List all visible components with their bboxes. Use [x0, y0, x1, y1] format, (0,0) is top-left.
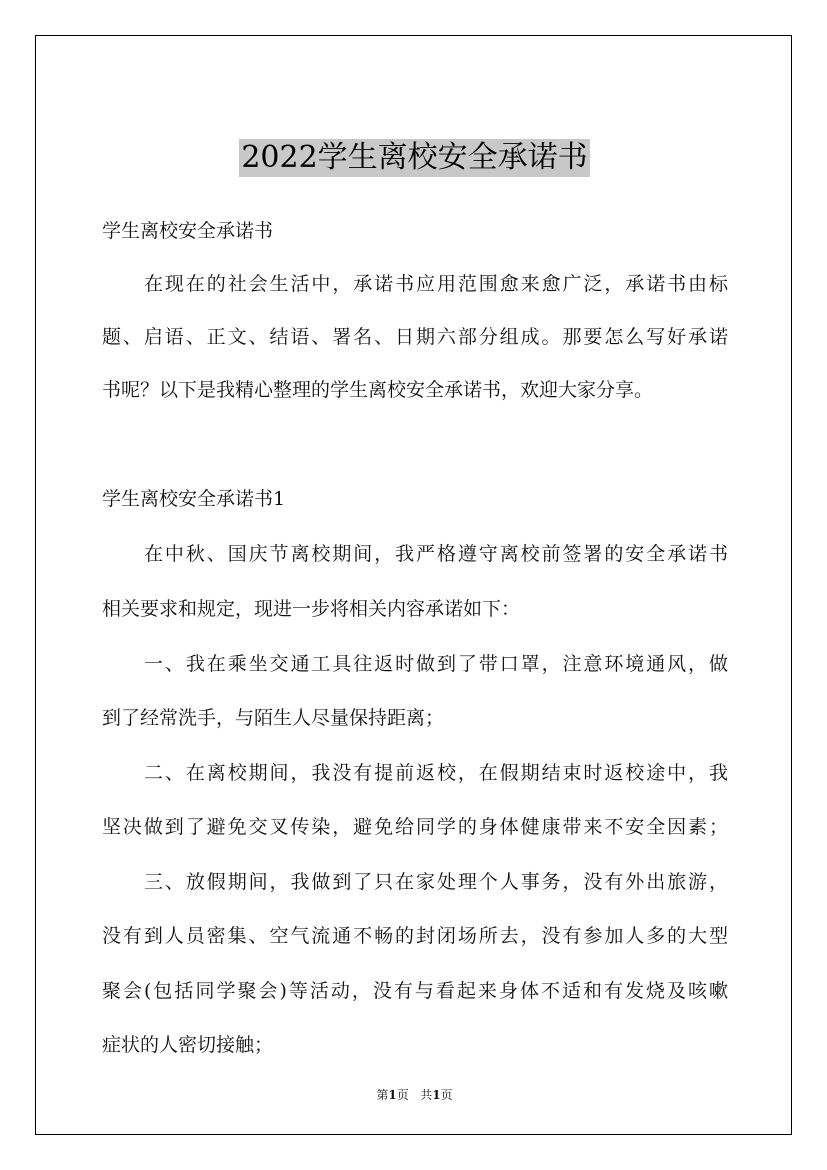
- paragraph-line: 到了经常洗手，与陌生人尽量保持距离；: [102, 707, 445, 729]
- footer-page-label: 第: [376, 1088, 389, 1102]
- paragraph-line: 症状的人密切接触；: [102, 1034, 274, 1056]
- footer-total-label: 共: [420, 1088, 433, 1102]
- footer-total-pages: 1: [432, 1088, 441, 1102]
- paragraph-line: 在现在的社会生活中，承诺书应用范围愈来愈广泛，承诺书由标: [144, 273, 728, 295]
- paragraph-line: 题、启语、正文、结语、署名、日期六部分组成。那要怎么写好承诺: [102, 326, 728, 348]
- paragraph-line: 聚会(包括同学聚会)等活动，没有与看起来身体不适和有发烧及咳嗽: [102, 980, 728, 1002]
- title-wrap: [36, 139, 793, 177]
- footer-total-suffix: 页: [440, 1088, 453, 1102]
- paragraph-line: 在中秋、国庆节离校期间，我严格遵守离校前签署的安全承诺书: [144, 543, 728, 565]
- section-heading-intro: 学生离校安全承诺书: [102, 220, 274, 242]
- footer-page-number: 1: [388, 1088, 397, 1102]
- document-title: 2022学生离校安全承诺书: [241, 140, 588, 175]
- document-page: [35, 35, 792, 1135]
- paragraph-line: 相关要求和规定，现进一步将相关内容承诺如下：: [102, 598, 521, 620]
- page-footer: [36, 1086, 793, 1103]
- paragraph-line: 坚决做到了避免交叉传染，避免给同学的身体健康带来不安全因素；: [102, 816, 728, 838]
- paragraph-line: 书呢？以下是我精心整理的学生离校安全承诺书，欢迎大家分享。: [102, 379, 654, 401]
- section-heading-1: 学生离校安全承诺书1: [102, 488, 286, 510]
- paragraph-line: 三、放假期间，我做到了只在家处理个人事务，没有外出旅游，: [144, 871, 728, 893]
- paragraph-line: 没有到人员密集、空气流通不畅的封闭场所去，没有参加人多的大型: [102, 925, 728, 947]
- footer-page-suffix: 页: [396, 1088, 409, 1102]
- paragraph-line: 二、在离校期间，我没有提前返校，在假期结束时返校途中，我: [144, 762, 728, 784]
- paragraph-line: 一、我在乘坐交通工具往返时做到了带口罩，注意环境通风，做: [144, 653, 728, 675]
